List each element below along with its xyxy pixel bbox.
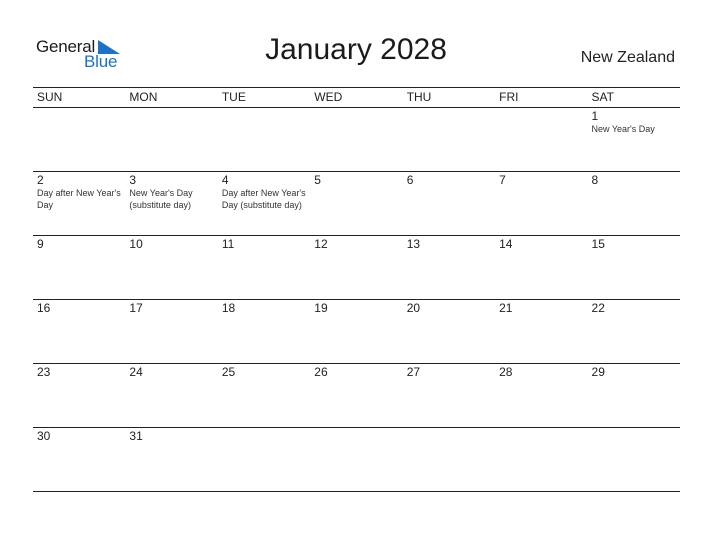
weekday-mon: MON	[129, 90, 158, 104]
holiday-label: Day after New Year's Day	[37, 188, 121, 210]
day-number: 19	[314, 301, 328, 315]
day-number: 16	[37, 301, 51, 315]
day-number: 17	[129, 301, 143, 315]
day-cell	[125, 300, 217, 363]
day-cell	[588, 108, 680, 171]
day-cell	[310, 364, 402, 427]
day-number: 15	[591, 237, 605, 251]
week-row	[33, 108, 680, 172]
day-number: 22	[591, 301, 605, 315]
day-number: 18	[221, 301, 236, 315]
day-cell	[125, 236, 217, 299]
weekday-sun: SUN	[37, 90, 63, 104]
weekday-tue: TUE	[221, 90, 246, 104]
day-number: 21	[499, 301, 513, 315]
day-cell	[218, 108, 310, 171]
day-number: 27	[406, 365, 421, 379]
weekday-fri: FRI	[499, 90, 519, 104]
day-cell	[218, 236, 310, 299]
day-number: 24	[129, 365, 143, 379]
day-cell	[403, 428, 495, 491]
day-cell	[310, 300, 402, 363]
day-number: 12	[314, 237, 328, 251]
day-cell	[33, 236, 125, 299]
day-cell	[588, 236, 680, 299]
day-cell	[125, 364, 217, 427]
day-number: 7	[499, 173, 506, 187]
day-number: 20	[406, 301, 421, 315]
day-cell	[33, 364, 125, 427]
day-number: 10	[129, 237, 143, 251]
day-cell	[125, 108, 217, 171]
day-cell	[495, 236, 587, 299]
day-cell	[218, 300, 310, 363]
day-cell	[310, 172, 402, 235]
day-cell	[495, 108, 587, 171]
day-cell	[310, 108, 402, 171]
holiday-label: Day after New Year's Day (substitute day)	[221, 188, 306, 210]
week-row	[33, 172, 680, 236]
day-number: 2	[37, 173, 44, 187]
weekday-wed: WED	[314, 90, 343, 104]
day-cell	[125, 172, 217, 235]
day-cell	[33, 300, 125, 363]
day-number: 25	[221, 365, 236, 379]
day-cell	[218, 364, 310, 427]
day-number: 4	[221, 173, 229, 187]
day-cell	[310, 428, 402, 491]
day-number: 9	[37, 237, 44, 251]
logo-text-general: General	[36, 37, 96, 56]
day-cell	[403, 236, 495, 299]
day-cell	[495, 428, 587, 491]
holiday-label: New Year's Day (substitute day)	[129, 188, 193, 210]
week-row	[33, 364, 680, 428]
day-cell	[495, 300, 587, 363]
day-cell	[33, 428, 125, 491]
day-number: 29	[591, 365, 605, 379]
weekday-thu: THU	[406, 90, 432, 104]
logo-text-blue: Blue	[84, 52, 118, 71]
day-number: 13	[406, 237, 421, 251]
day-number: 23	[37, 365, 51, 379]
day-cell	[403, 108, 495, 171]
weeks-container	[33, 108, 680, 492]
day-cell	[588, 172, 680, 235]
day-cell	[403, 172, 495, 235]
day-number: 14	[499, 237, 513, 251]
day-number: 31	[129, 429, 143, 443]
day-cell	[33, 108, 125, 171]
day-cell	[588, 300, 680, 363]
day-cell	[403, 300, 495, 363]
day-number: 1	[591, 109, 599, 123]
holiday-label: New Year's Day	[591, 124, 655, 134]
day-cell	[125, 428, 217, 491]
week-row	[33, 300, 680, 364]
day-number: 28	[499, 365, 513, 379]
day-number: 3	[129, 173, 137, 187]
weekday-sat: SAT	[591, 90, 614, 104]
day-cell	[218, 428, 310, 491]
day-number: 6	[406, 173, 414, 187]
day-number: 8	[591, 173, 599, 187]
day-cell	[310, 236, 402, 299]
day-number: 26	[314, 365, 328, 379]
country-label: New Zealand	[580, 49, 675, 66]
day-cell	[218, 172, 310, 235]
day-number: 11	[221, 237, 235, 251]
day-cell	[495, 364, 587, 427]
day-cell	[588, 364, 680, 427]
day-cell	[588, 428, 680, 491]
day-cell	[33, 172, 125, 235]
day-number: 30	[37, 429, 51, 443]
week-row	[33, 428, 680, 492]
weekday-header-row	[33, 87, 680, 108]
day-number: 5	[314, 173, 321, 187]
calendar-grid	[33, 87, 680, 492]
calendar-title: January 2028	[265, 33, 447, 66]
day-cell	[403, 364, 495, 427]
week-row	[33, 236, 680, 300]
day-cell	[495, 172, 587, 235]
